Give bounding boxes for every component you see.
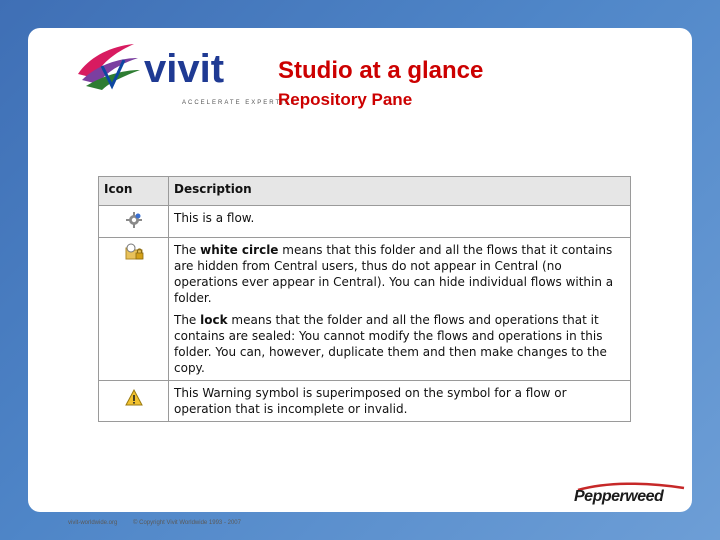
- footer-site: vivit-worldwide.org: [68, 520, 118, 526]
- warning-icon: [125, 389, 143, 407]
- footer-copyright: © Copyright Vivit Worldwide 1993 - 2007: [133, 520, 241, 526]
- flow-description: This is a flow.: [174, 211, 255, 225]
- table-row: [99, 238, 631, 381]
- description-cell: [169, 238, 631, 381]
- icon-cell: [99, 381, 169, 422]
- description-column-header: Description: [169, 177, 631, 206]
- vivit-logo: [72, 36, 297, 108]
- icon-description-table: [98, 176, 631, 422]
- logo-wordmark: vivit: [144, 47, 225, 91]
- hidden-sealed-folder-icon: [125, 243, 143, 261]
- slide-title: Studio at a glance: [278, 57, 484, 84]
- table-header-row: [99, 177, 631, 206]
- flow-icon: [125, 211, 143, 229]
- description-cell: [169, 206, 631, 238]
- lock-term: lock: [200, 313, 228, 327]
- pepperweed-logo: Pepperweed: [574, 488, 664, 505]
- footer: [68, 520, 255, 526]
- white-circle-description: The white circle means that this folder and all the flows that it contains are hidden from Central users, thus do not appear in Central (no operations ever appear in Central). You can hide individual flows within a folder.: [174, 243, 614, 305]
- table-row: [99, 381, 631, 422]
- table-row: [99, 206, 631, 238]
- slide-subtitle: Repository Pane: [278, 90, 413, 109]
- slide: [28, 28, 692, 526]
- icon-cell: [99, 206, 169, 238]
- lock-description: The lock means that the folder and all the flows and operations that it contains are sealed: You cannot modify the flows and operations in this folder. You can, however, duplicate them and then make changes to the copy.: [174, 313, 607, 375]
- icon-cell: [99, 238, 169, 381]
- icon-table-container: [98, 176, 631, 422]
- logo-tagline: ACCELERATE EXPERTISE: [182, 100, 297, 106]
- warning-description: This Warning symbol is superimposed on the symbol for a flow or operation that is incomplete or invalid.: [174, 386, 567, 416]
- icon-column-header: Icon: [99, 177, 169, 206]
- description-cell: [169, 381, 631, 422]
- white-circle-term: white circle: [200, 243, 279, 257]
